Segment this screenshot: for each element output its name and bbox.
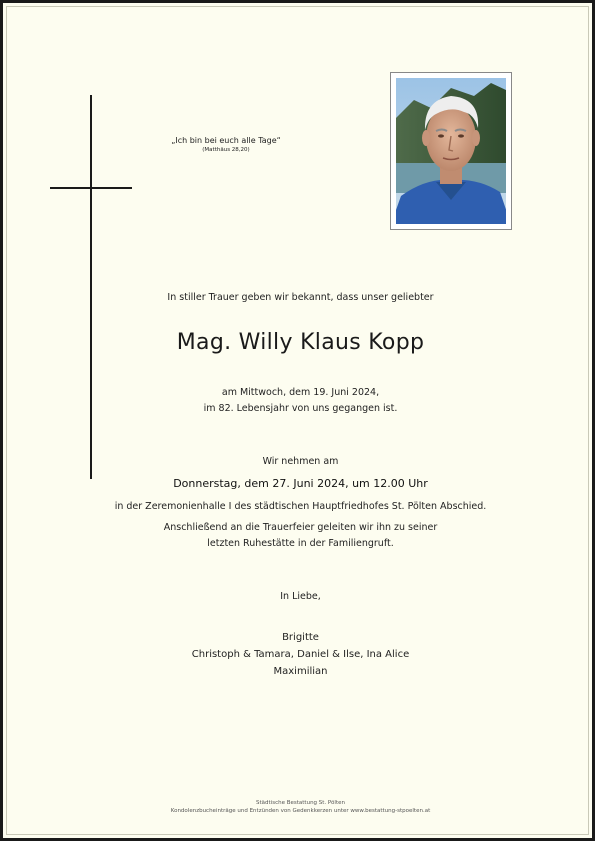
closing-greeting: In Liebe, — [280, 591, 321, 602]
footer-undertaker: Städtische Bestattung St. Pölten — [256, 800, 345, 806]
portrait-image — [396, 78, 506, 224]
cross-vertical-beam — [90, 95, 92, 479]
burial-line-2: letzten Ruhestätte in der Familiengruft. — [207, 538, 394, 549]
funeral-place: in der Zeremonienhalle I des städtischen Hauptfriedhofes St. Pölten Abschied. — [114, 501, 487, 512]
quote-source: (Matthäus 28,20) — [202, 147, 250, 153]
deceased-name: Mag. Willy Klaus Kopp — [176, 330, 425, 355]
family-line-2: Christoph & Tamara, Daniel & Ilse, Ina Alice — [191, 649, 410, 660]
funeral-intro: Wir nehmen am — [262, 456, 339, 467]
funeral-date: Donnerstag, dem 27. Juni 2024, um 12.00 Uhr — [173, 477, 428, 490]
death-date-line: am Mittwoch, dem 19. Juni 2024, — [221, 387, 380, 398]
intro-text: In stiller Trauer geben wir bekannt, dass unser geliebter — [167, 292, 434, 303]
portrait-frame — [390, 72, 512, 230]
cross-horizontal-beam — [50, 187, 132, 189]
portrait-photo — [396, 78, 506, 224]
family-line-1: Brigitte — [282, 632, 319, 643]
burial-line-1: Anschließend an die Trauerfeier geleiten wir ihn zu seiner — [163, 522, 438, 533]
footer-condolence-link[interactable]: Kondolenzbucheinträge und Entzünden von Gedenkkerzen unter www.bestattung-stpoelten.at — [170, 808, 431, 814]
bible-quote — [171, 136, 281, 154]
quote-text: „Ich bin bei euch alle Tage“ — [171, 136, 281, 145]
age-line: im 82. Lebensjahr von uns gegangen ist. — [203, 403, 398, 414]
family-line-3: Maximilian — [273, 666, 328, 677]
